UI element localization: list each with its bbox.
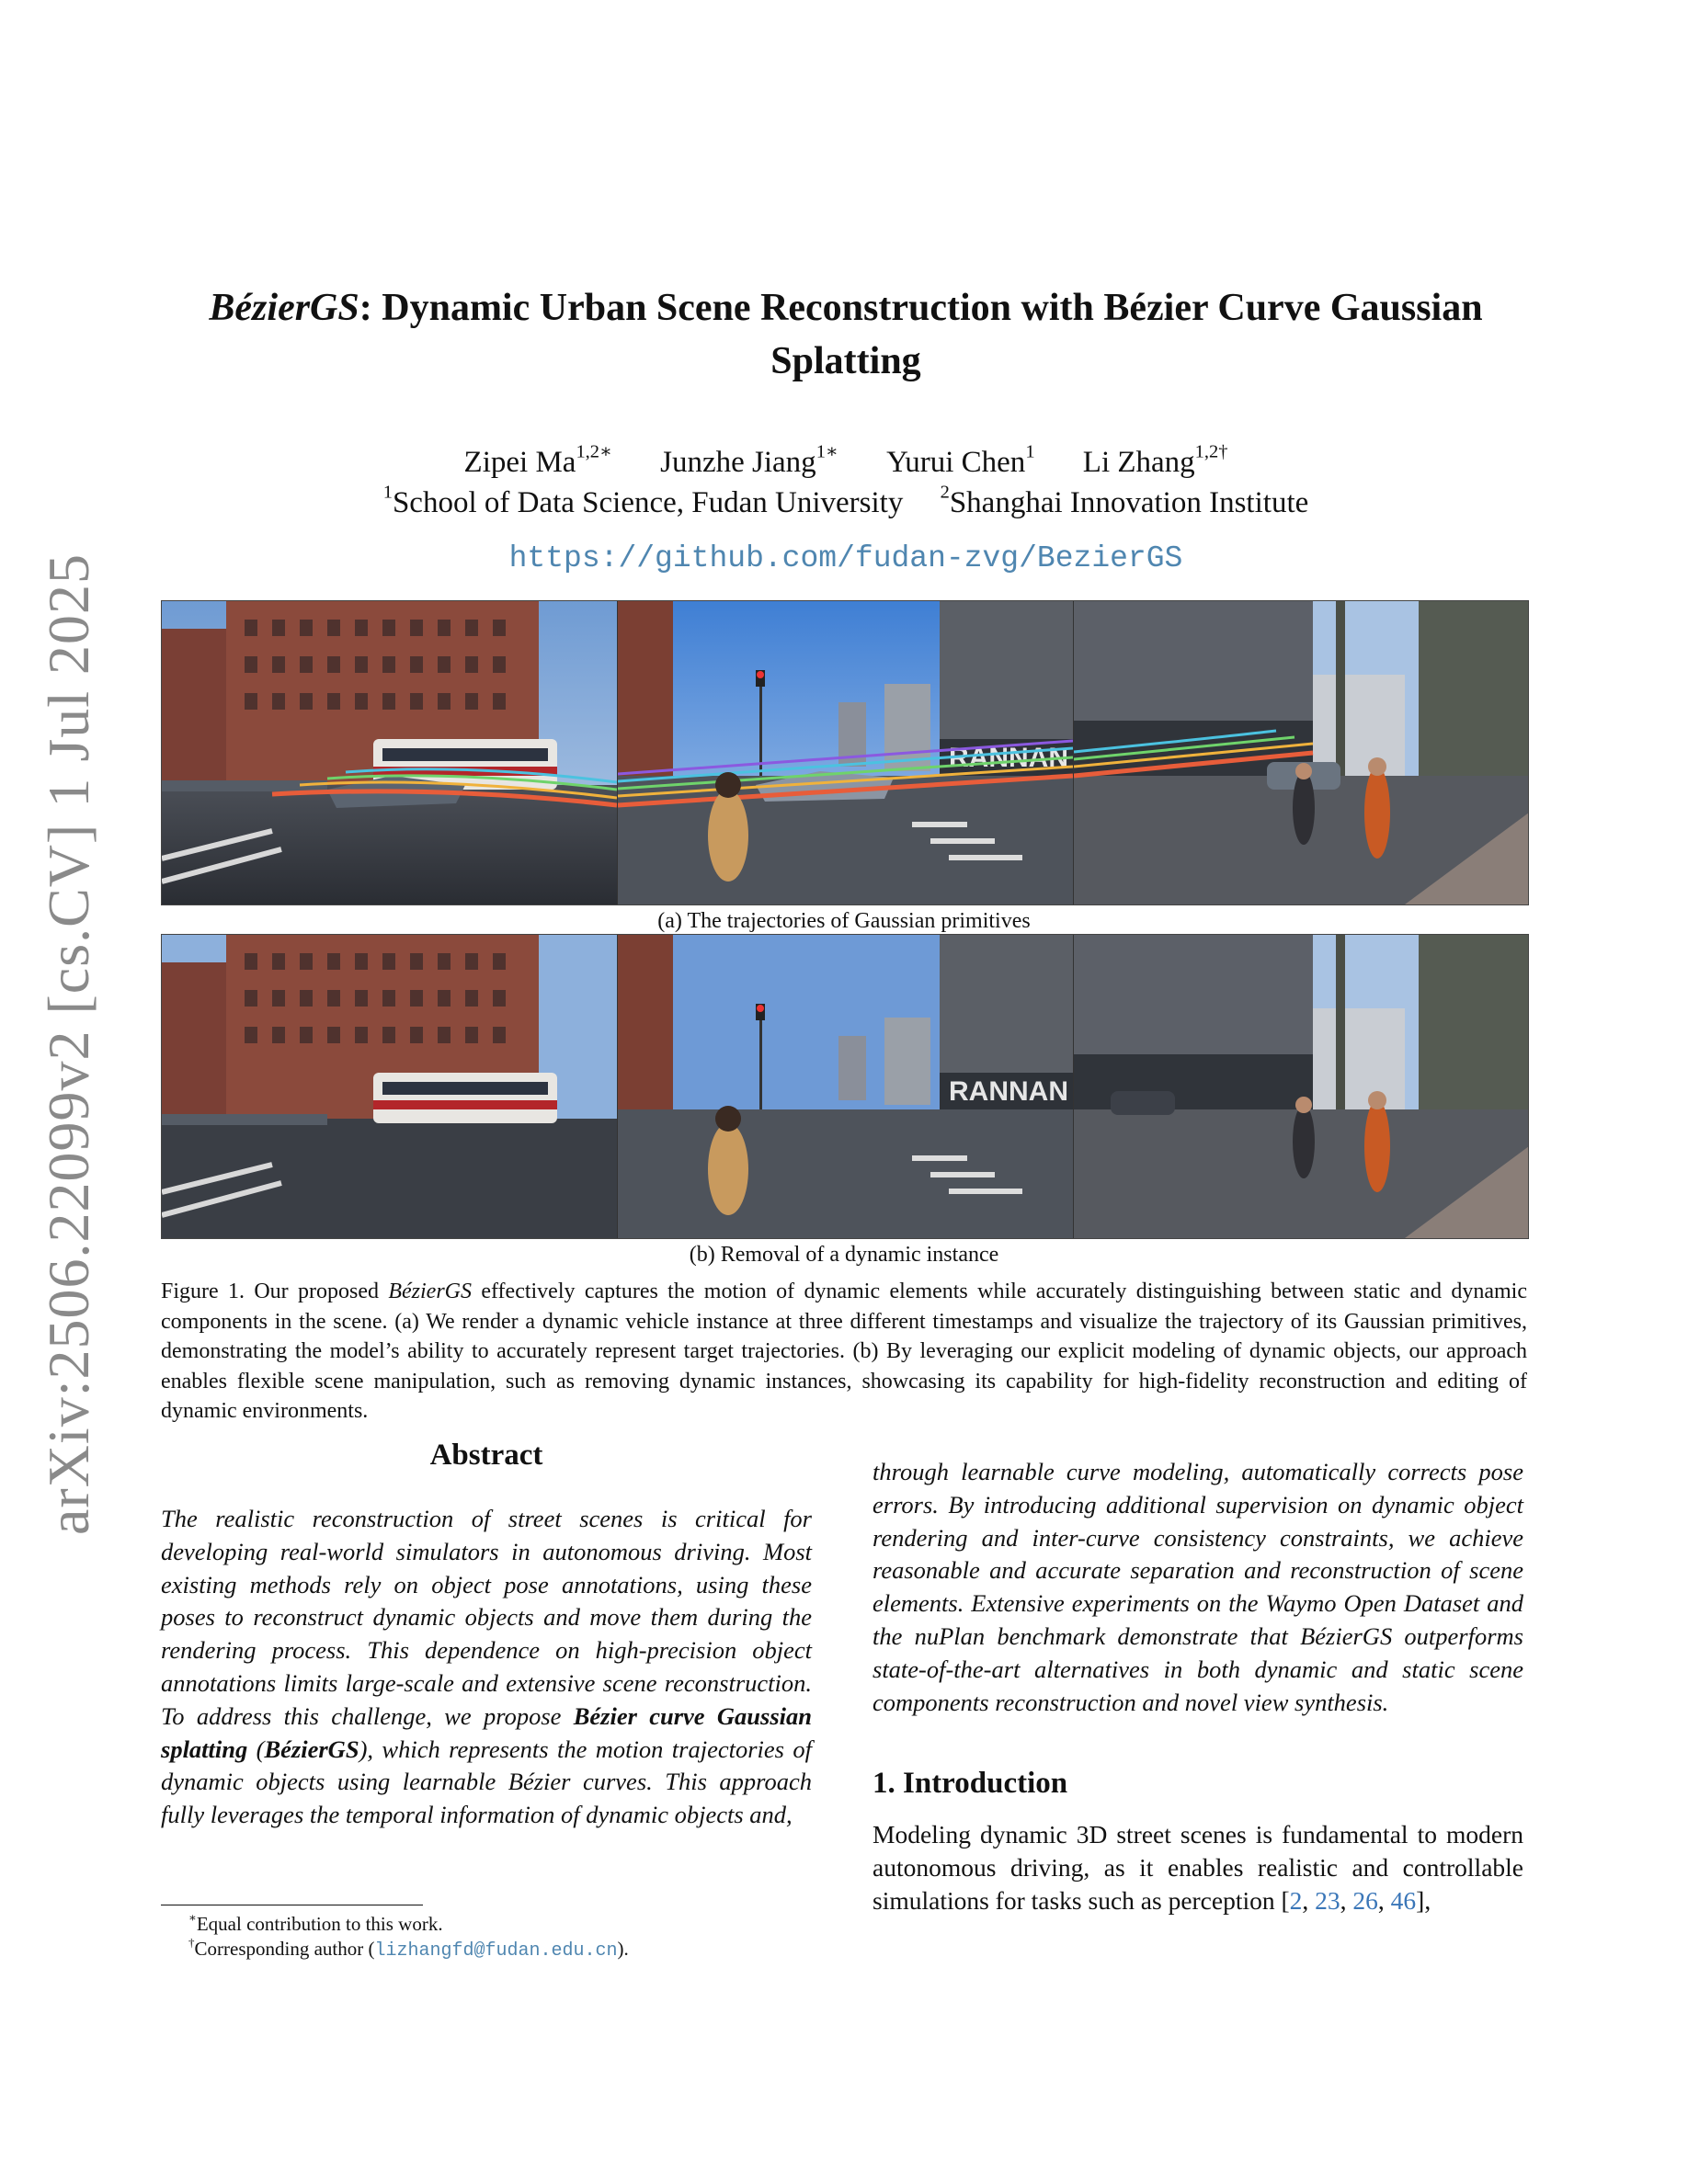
author: Junzhe Jiang$^{1∗}$ [660,441,838,479]
title-method-name: BézierGS [209,287,359,329]
author: Yurui Chen$^1$ [886,441,1035,479]
affiliation: $^1$School of Data Science, Fudan University [382,482,904,519]
abstract-continuation: through learnable curve modeling, automatically corrects pose errors. By introducing additional supervision on dynamic object rendering and inter-curve consistency constraints, we achieve reasonable and accurate separation and reconstruction of scene elements. Extensive experiments on the Waymo Open Dataset and the nuPlan benchmark demonstrate that BézierGS outperforms state-of-the-art alternatives in both dynamic and static scene components reconstruction and novel view synthesis. [873,1458,1523,1716]
author: Zipei $Ma^{1,2∗}$ [463,441,612,479]
scene-photo-right [1074,601,1529,904]
subcaption-b: (b) Removal of a dynamic instance [689,1243,999,1267]
affiliation-list [161,483,1531,523]
scene-photo-left [162,935,618,1238]
scene-photo-left [162,601,618,904]
citation-link[interactable]: 26 [1352,1886,1378,1916]
footnote-corresponding: †Corresponding author (lizhangfd@fudan.edu.cn). [188,1935,629,1962]
paper-title [161,281,1531,388]
right-column [873,1456,1523,1917]
figure-caption: Figure 1. Our proposed BézierGS effectively captures the motion of dynamic elements while accurately distinguishing between static and dynamic components in the scene. (a) We render a dynamic vehicle instance at three different timestamps and visualize the trajectory of its Gaussian primitives, demonstrating the model’s ability to accurately represent target trajectories. (b) By leveraging our explicit modeling of dynamic objects, our approach enables flexible scene manipulation, such as removing dynamic instances, showcasing its capability for high-fidelity reconstruction and editing of dynamic environments. [161,1280,1527,1423]
project-url-link[interactable]: https://github.com/fudan-zvg/BezierGS [508,541,1183,575]
scene-photo-middle [618,935,1074,1238]
author: Li Zhang$^{1,2\dagger}$ [1082,441,1228,479]
author-list [161,442,1531,483]
title-rest: : Dynamic Urban Scene Reconstruction with Bézier Curve Gaussian Splatting [359,287,1483,382]
abstract-text: The realistic reconstruction of street scenes is critical for developing real-world simulators in autonomous driving. Most existing methods rely on object pose annotations, using these poses to reconstruct dynamic objects and move them during the rendering process. This dependence on high-precision object annotations limits large-scale and extensive scene reconstruction. To address this challenge, we propose Bézier curve Gaussian splatting (BézierGS), which represents the motion trajectories of dynamic objects using learnable Bézier curves. This approach fully leverages the temporal information of dynamic objects and, [161,1505,812,1829]
abstract-heading: Abstract [429,1439,543,1472]
arxiv-identifier: arXiv:2506.22099v2 [cs.CV] 1 Jul 2025 [36,552,101,1535]
figure-row-removal [161,934,1529,1239]
scene-photo-middle [618,601,1074,904]
storefront-sign-a: RANNAN [949,743,1068,773]
affiliation: $^2$Shanghai Innovation Institute [940,482,1309,519]
abstract-column [161,1437,812,1832]
scene-photo-right [1074,935,1529,1238]
footnote-equal: ∗Equal contribution to this work. [188,1910,443,1935]
email-link[interactable]: lizhangfd@fudan.edu.cn [374,1940,618,1962]
introduction-heading: 1. Introduction [873,1767,1068,1801]
introduction-text: Modeling dynamic 3D street scenes is fundamental to modern autonomous driving, as it enables realistic and controllable simulations for tasks such as perception [2, 23, 26, 46], [873,1820,1523,1916]
figure-row-trajectories [161,600,1529,905]
citation-link[interactable]: 23 [1315,1886,1340,1916]
storefront-sign-b: RANNAN [949,1076,1068,1107]
citation-link[interactable]: 2 [1289,1886,1303,1916]
subcaption-a: (a) The trajectories of Gaussian primitives [657,909,1031,933]
citation-link[interactable]: 46 [1390,1886,1417,1916]
